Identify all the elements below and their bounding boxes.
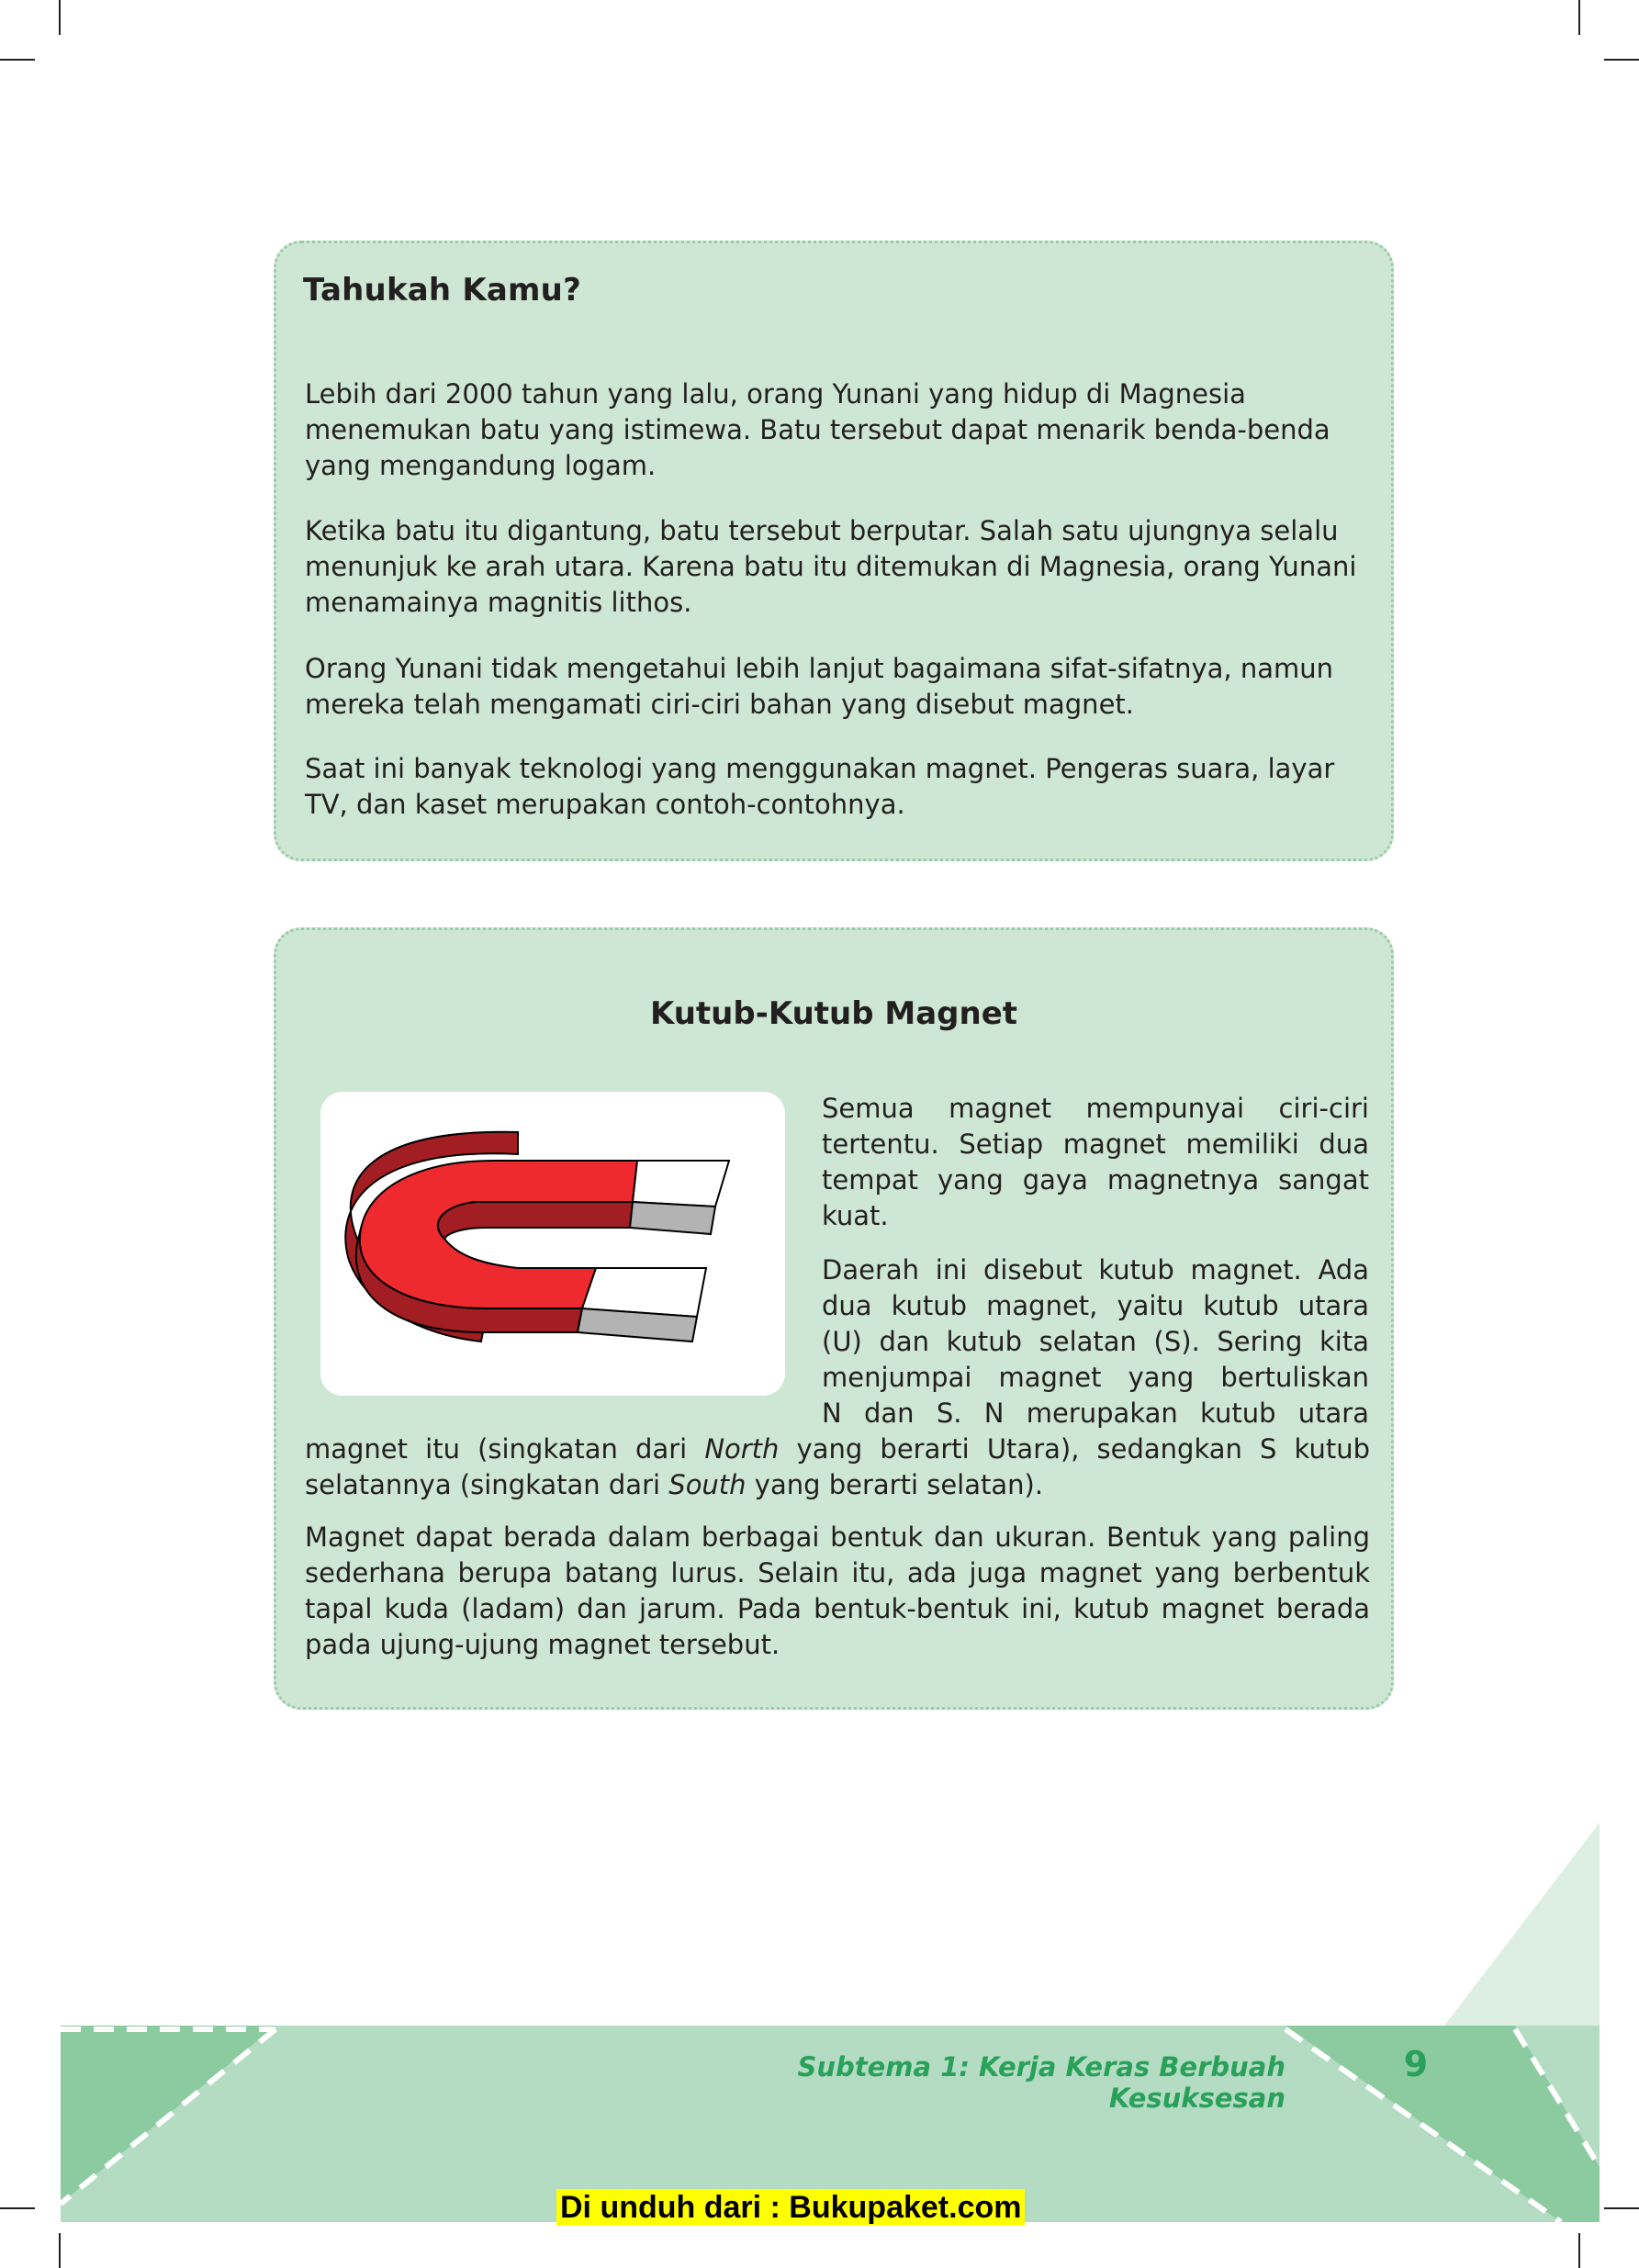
text-run: magnet itu (singkatan dari	[305, 1433, 705, 1465]
page-number: 9	[1403, 2044, 1429, 2084]
box-title: Kutub-Kutub Magnet	[649, 995, 1018, 1032]
text-run: South	[668, 1469, 747, 1500]
footer-subtitle: Subtema 1: Kerja Keras Berbuah Kesuksesan	[797, 2051, 1285, 2114]
text-run: North	[704, 1433, 780, 1465]
paragraph: Orang Yunani tidak mengetahui lebih lanjut bagaimana sifat-sifatnya, namun mereka telah mengamati ciri-ciri bahan yang disebut magnet.	[305, 653, 1334, 720]
paragraph: Magnet dapat berada dalam berbagai bentuk dan ukuran. Bentuk yang paling sederhana berupa batang lurus. Selain itu, ada juga magnet yang berbentuk tapal kuda (ladam) dan jarum. Pada bentuk-bentuk ini, kutub magnet berada pada ujung-ujung magnet tersebut.	[305, 1521, 1370, 1660]
paragraph-line: menjumpai magnet yang bertuliskan	[822, 1362, 1369, 1393]
paragraph-line: Daerah ini disebut kutub magnet. Ada	[822, 1254, 1369, 1286]
paragraph: Lebih dari 2000 tahun yang lalu, orang Yunani yang hidup di Magnesia menemukan batu yang istimewa. Batu tersebut dapat menarik benda-benda yang mengandung logam.	[305, 378, 1330, 481]
text-run: yang berarti Utara), sedangkan S kutub selatannya (singkatan dari	[305, 1433, 1370, 1500]
paragraph: Ketika batu itu digantung, batu tersebut berputar. Salah satu ujungnya selalu menunjuk ke arah utara. Karena batu itu ditemukan di Magnesia, orang Yunani menamainya magnitis lithos.	[305, 515, 1357, 618]
paragraph-line: N dan S. N merupakan kutub utara	[822, 1398, 1369, 1429]
paragraph: Semua magnet mempunyai ciri-ciri tertentu. Setiap magnet memiliki dua tempat yang gaya magnetnya sangat kuat.	[822, 1093, 1369, 1231]
paragraph-line: dua kutub magnet, yaitu kutub utara	[822, 1290, 1369, 1321]
paragraph-line: (U) dan kutub selatan (S). Sering kita	[822, 1326, 1369, 1357]
paragraph: Saat ini banyak teknologi yang menggunakan magnet. Pengeras suara, layar TV, dan kaset merupakan contoh-contohnya.	[305, 753, 1335, 820]
download-watermark: Di unduh dari : Bukupaket.com	[556, 2189, 1025, 2226]
box-title: Tahukah Kamu?	[303, 272, 582, 309]
text-run: yang berarti selatan).	[746, 1469, 1044, 1500]
